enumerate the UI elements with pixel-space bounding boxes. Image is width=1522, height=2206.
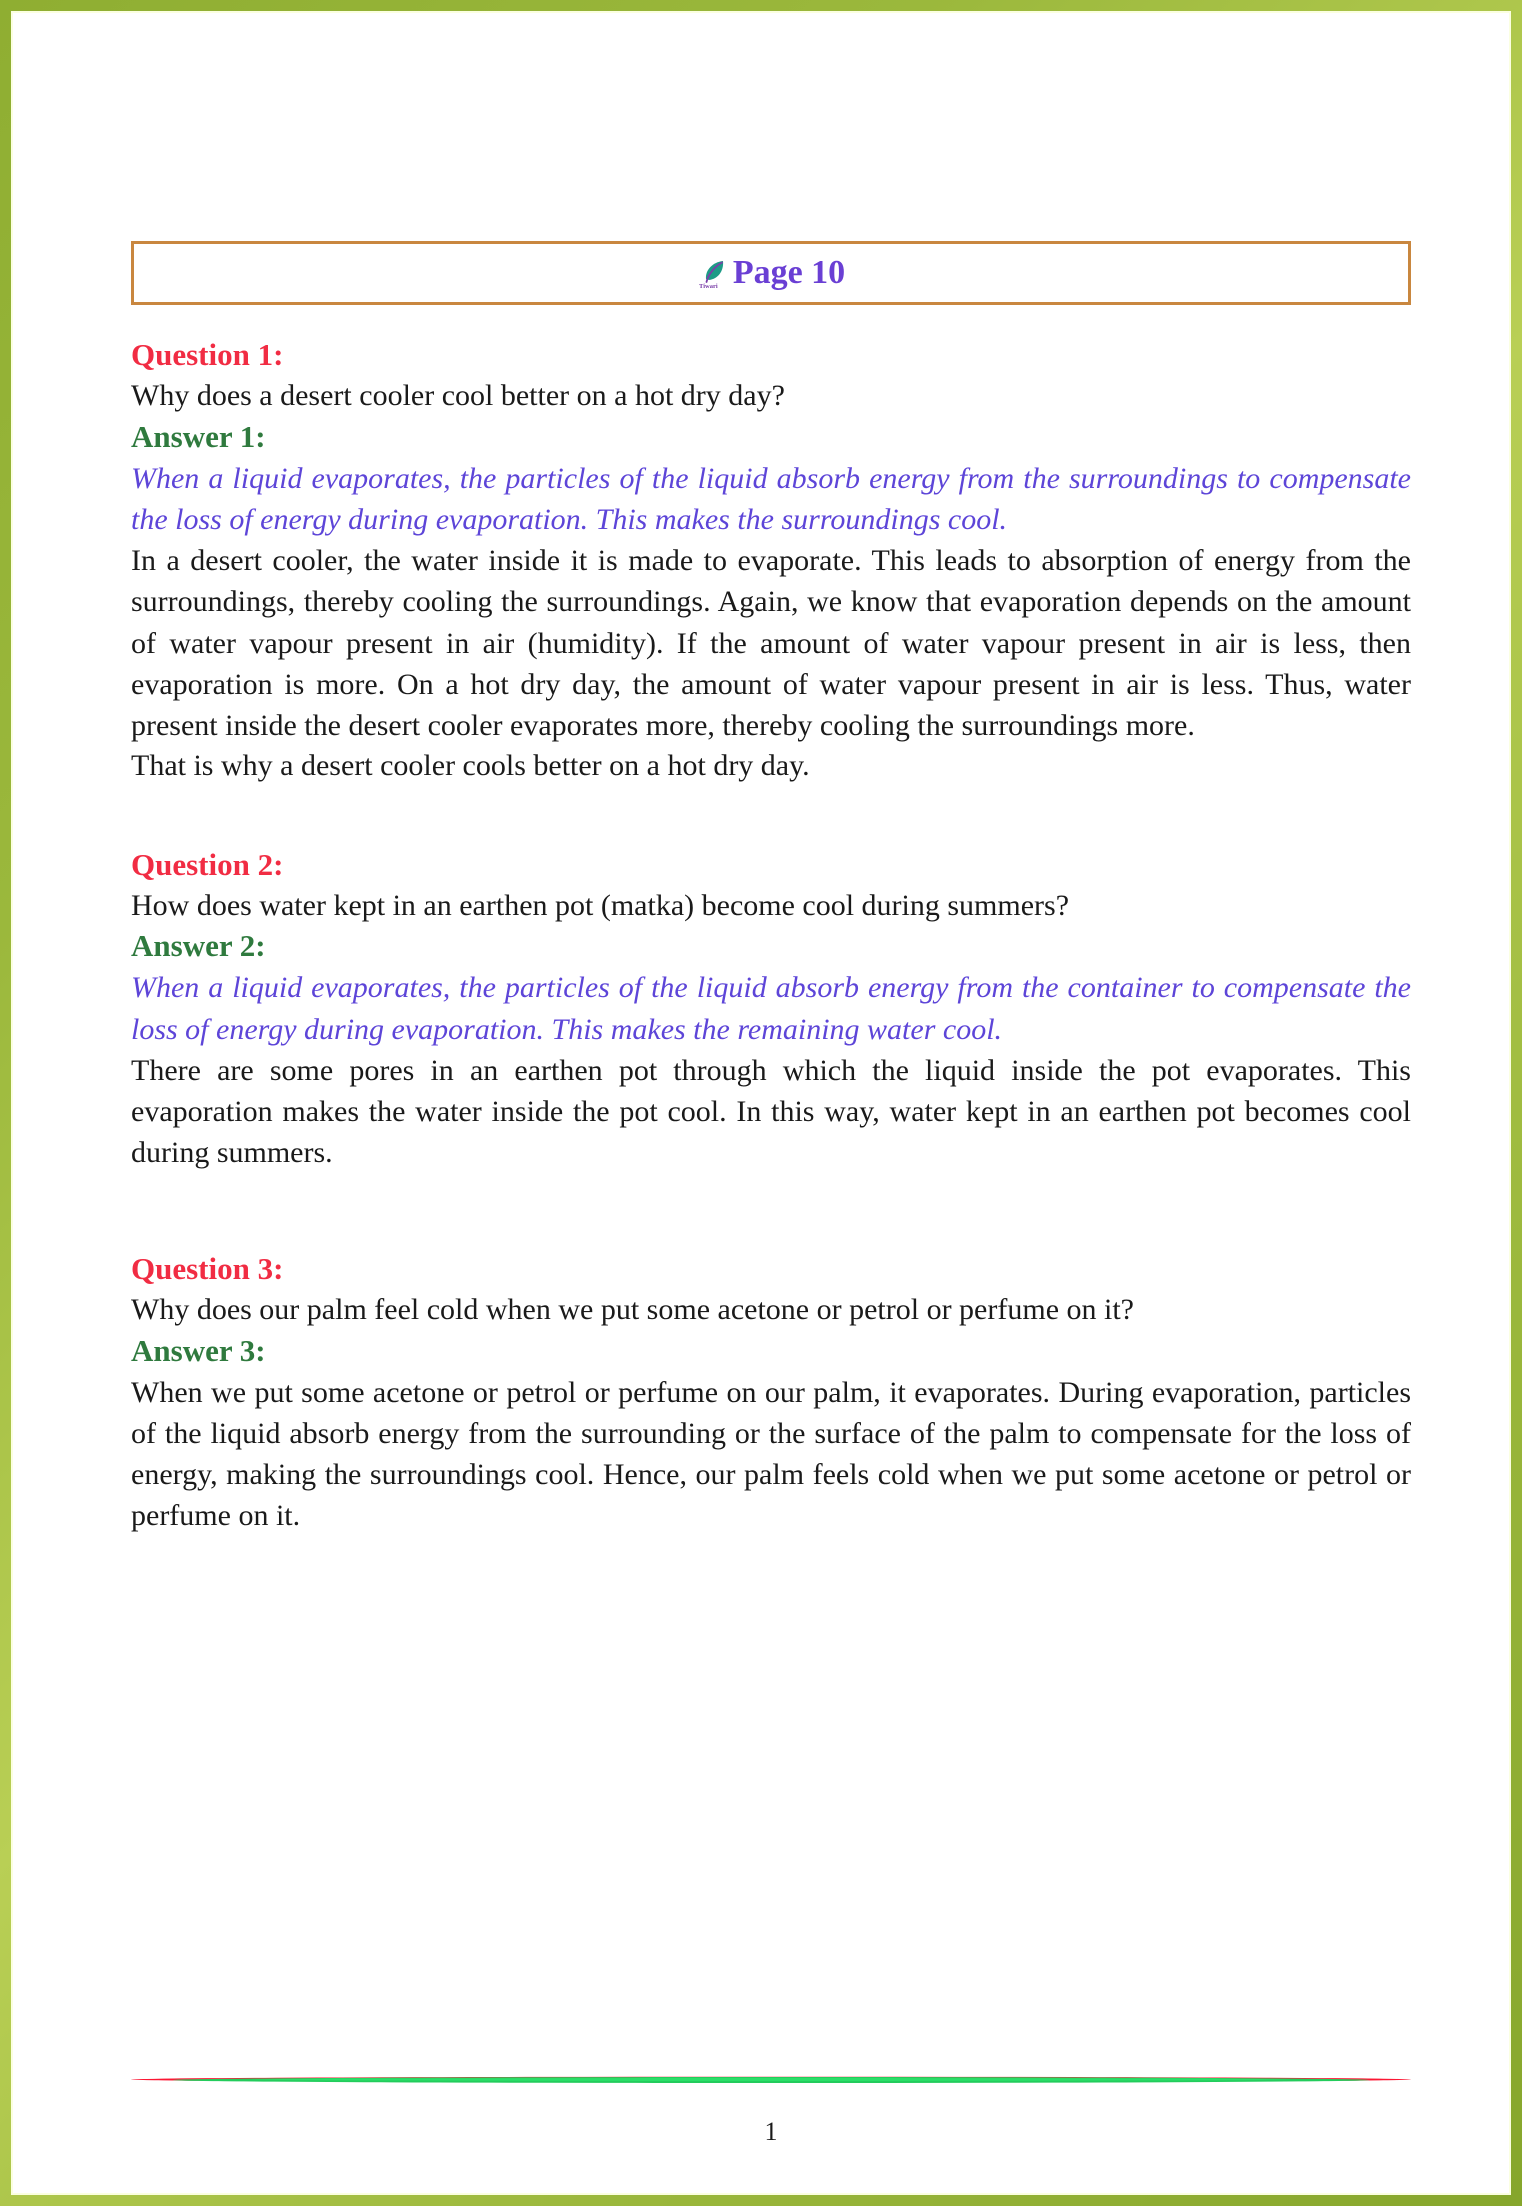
document-content [131,241,1411,1536]
section-gap-2 [131,1173,1411,1231]
answer-label-3: Answer 3: [131,1333,266,1369]
page-title: Page 10 [732,254,846,291]
page-header-box [131,241,1411,305]
answer-label-1: Answer 1: [131,418,266,454]
question-text-1: Why does a desert cooler cool better on a hot dry day? [131,378,785,412]
answer-highlight-2: When a liquid evaporates, the particles of the liquid absorb energy from the container to compensate the loss of energy during evaporation. This makes the remaining water cool. [131,971,1411,1046]
question-label-3: Question 3: [131,1251,284,1287]
answer-body-2: There are some pores in an earthen pot through which the liquid inside the pot evaporates. This evaporation makes the water inside the pot cool. In this way, water kept in an earthen pot becomes cool during summers. [131,1054,1411,1170]
page-sheet [11,11,1511,2195]
qa-block-1 [131,335,1411,787]
section-gap-1 [131,787,1411,845]
answer-label-2: Answer 2: [131,928,266,964]
section-gap-2b [131,1231,1411,1249]
page-number: 1 [764,2117,778,2146]
answer-body-3: When we put some acetone or petrol or perfume on our palm, it evaporates. During evaporation, particles of the liquid absorb energy from the surrounding or the surface of the palm to compensate for the loss of energy, making the surroundings cool. Hence, our palm feels cold when we put some acetone or petrol or perfume on it. [131,1375,1411,1533]
page-title-wrap [697,256,845,290]
answer-body-1: In a desert cooler, the water inside it is made to evaporate. This leads to absorption of energy from the surroundings, thereby cooling the surroundings. Again, we know that evaporation depends on the amount of water vapour present in air (humidity). If the amount of water vapour present in air is less, then evaporation is more. On a hot dry day, the amount of water vapour present in air is less. Thus, water present inside the desert cooler evaporates more, thereby cooling the surroundings more. [131,544,1411,742]
page-footer [131,2071,1411,2147]
document-sheet [13,13,1509,2193]
answer-highlight-1: When a liquid evaporates, the particles of the liquid absorb energy from the surroundings to compensate the loss of energy during evaporation. This makes the surroundings cool. [131,461,1411,536]
leaf-icon [697,258,731,292]
qa-block-3 [131,1249,1411,1536]
svg-text:Tiwari: Tiwari [698,283,718,290]
divider-highlight [251,2078,1291,2081]
question-label-1: Question 1: [131,337,284,372]
question-text-2: How does water kept in an earthen pot (matka) become cool during summers? [131,888,1070,922]
footer-divider [131,2071,1411,2087]
question-label-2: Question 2: [131,846,284,882]
qa-block-2 [131,845,1411,1174]
answer-closing-1: That is why a desert cooler cools better on a hot dry day. [131,748,810,782]
question-text-3: Why does our palm feel cold when we put some acetone or petrol or perfume on it? [131,1293,1134,1327]
